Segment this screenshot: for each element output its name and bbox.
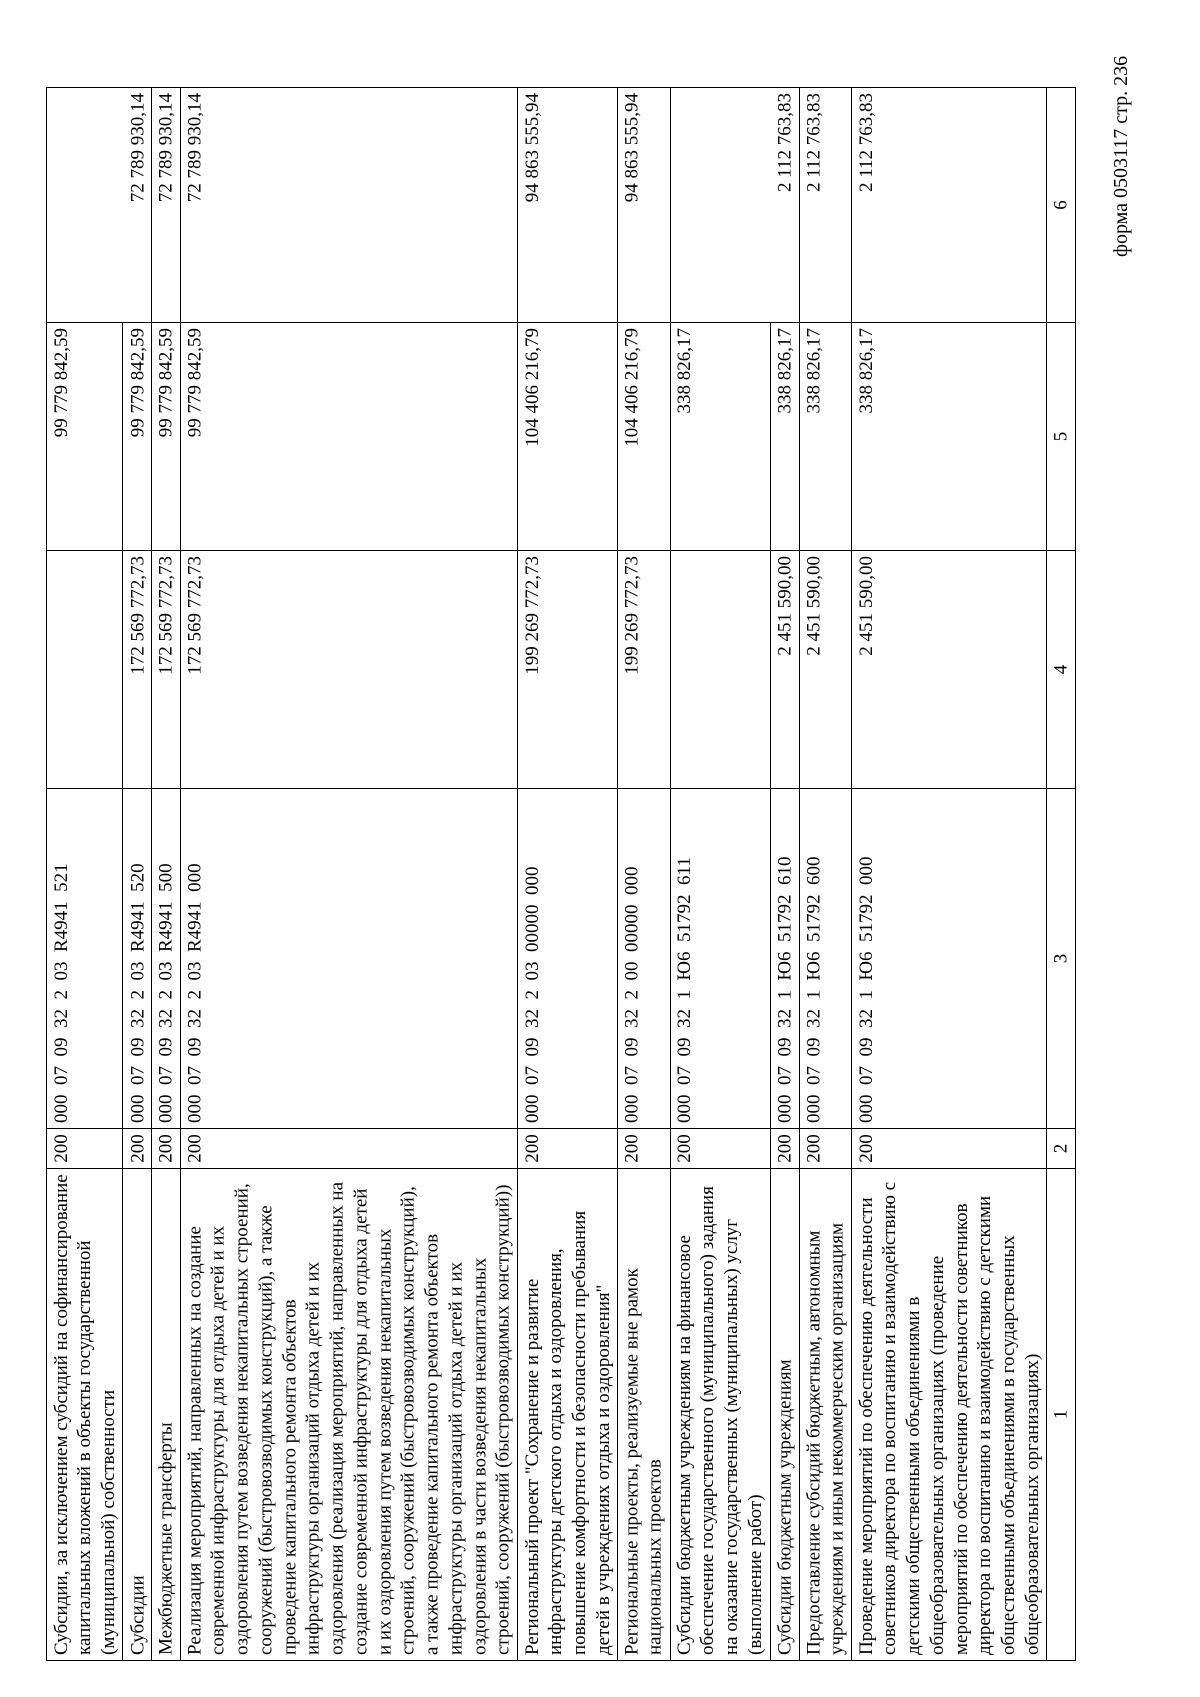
row-budget-code: 000 07 09 32 2 03 R4941 521	[47, 789, 123, 1129]
column-header: 1	[1047, 1169, 1076, 1661]
column-header: 2	[1047, 1129, 1076, 1169]
row-name: Субсидии, за исключением субсидий на софинансирование капитальных вложений в объекты государственной (муниципальной) собственности	[47, 1169, 123, 1661]
column-number-row	[1047, 88, 1076, 1661]
row-approved: 199 269 772,73	[618, 551, 671, 789]
table-row	[181, 88, 519, 1661]
budget-execution-table	[46, 87, 1076, 1661]
row-line-code: 200	[852, 1129, 1047, 1169]
row-budget-code: 000 07 09 32 1 Ю6 51792 610	[771, 789, 800, 1129]
row-approved: 2 451 590,00	[852, 551, 1047, 789]
row-budget-code: 000 07 09 32 2 03 00000 000	[518, 789, 618, 1129]
row-executed: 338 826,17	[771, 323, 800, 551]
table-row	[671, 88, 771, 1661]
row-unexecuted: 94 863 555,94	[618, 88, 671, 323]
row-line-code: 200	[771, 1129, 800, 1169]
row-name: Субсидии бюджетным учреждениям на финансовое обеспечение государственного (муниципального) задания на оказание государственных (муниципальных) услуг (выполнение работ)	[671, 1169, 771, 1661]
row-budget-code: 000 07 09 32 2 03 R4941 000	[181, 789, 519, 1129]
row-executed: 338 826,17	[671, 323, 771, 551]
row-executed: 104 406 216,79	[518, 323, 618, 551]
row-line-code: 200	[799, 1129, 852, 1169]
row-approved: 172 569 772,73	[152, 551, 181, 789]
row-budget-code: 000 07 09 32 1 Ю6 51792 600	[799, 789, 852, 1129]
row-line-code: 200	[152, 1129, 181, 1169]
row-budget-code: 000 07 09 32 2 03 R4941 520	[123, 789, 152, 1129]
row-line-code: 200	[518, 1129, 618, 1169]
row-unexecuted	[47, 88, 123, 323]
row-line-code: 200	[671, 1129, 771, 1169]
row-unexecuted: 94 863 555,94	[518, 88, 618, 323]
table-row	[771, 88, 800, 1661]
row-executed: 99 779 842,59	[123, 323, 152, 551]
table-row	[47, 88, 123, 1661]
row-unexecuted: 2 112 763,83	[799, 88, 852, 323]
form-number-label: форма 0503117 стр. 236	[1110, 55, 1132, 257]
row-approved	[47, 551, 123, 789]
column-header: 4	[1047, 551, 1076, 789]
table-row	[852, 88, 1047, 1661]
row-line-code: 200	[47, 1129, 123, 1169]
row-unexecuted	[671, 88, 771, 323]
table-row	[152, 88, 181, 1661]
row-approved: 199 269 772,73	[518, 551, 618, 789]
row-name: Субсидии	[123, 1169, 152, 1661]
table-row	[618, 88, 671, 1661]
row-executed: 104 406 216,79	[618, 323, 671, 551]
column-header: 3	[1047, 789, 1076, 1129]
row-name: Предоставление субсидий бюджетным, автономным учреждениям и иным некоммерческим организациям	[799, 1169, 852, 1661]
row-approved: 172 569 772,73	[123, 551, 152, 789]
row-budget-code: 000 07 09 32 1 Ю6 51792 000	[852, 789, 1047, 1129]
row-name: Региональные проекты, реализуемые вне рамок национальных проектов	[618, 1169, 671, 1661]
row-executed: 338 826,17	[852, 323, 1047, 551]
row-budget-code: 000 07 09 32 2 03 R4941 500	[152, 789, 181, 1129]
row-line-code: 200	[618, 1129, 671, 1169]
column-header: 6	[1047, 88, 1076, 323]
row-unexecuted: 2 112 763,83	[771, 88, 800, 323]
row-name: Субсидии бюджетным учреждениям	[771, 1169, 800, 1661]
row-executed: 99 779 842,59	[181, 323, 519, 551]
row-approved	[671, 551, 771, 789]
table-row	[518, 88, 618, 1661]
row-executed: 99 779 842,59	[47, 323, 123, 551]
row-executed: 99 779 842,59	[152, 323, 181, 551]
row-unexecuted: 72 789 930,14	[152, 88, 181, 323]
row-approved: 2 451 590,00	[771, 551, 800, 789]
row-budget-code: 000 07 09 32 1 Ю6 51792 611	[671, 789, 771, 1129]
row-unexecuted: 72 789 930,14	[123, 88, 152, 323]
row-name: Региональный проект "Сохранение и развитие инфраструктуры детского отдыха и оздоровления, повышение комфортности и безопасности пребывания детей в учреждениях отдыха и оздоровления"	[518, 1169, 618, 1661]
row-budget-code: 000 07 09 32 2 00 00000 000	[618, 789, 671, 1129]
row-name: Проведение мероприятий по обеспечению деятельности советников директора по воспитанию и взаимодействию с детскими общественными объединениями в общеобразовательных организациях (проведение мероприятий по обеспечению деятельности советников директора по воспитанию и взаимодействию с детскими общественными объединениями в государственных общеобразовательных организациях)	[852, 1169, 1047, 1661]
table-row	[799, 88, 852, 1661]
row-line-code: 200	[123, 1129, 152, 1169]
row-unexecuted: 2 112 763,83	[852, 88, 1047, 323]
row-executed: 338 826,17	[799, 323, 852, 551]
row-approved: 2 451 590,00	[799, 551, 852, 789]
row-name: Межбюджетные трансферты	[152, 1169, 181, 1661]
row-name: Реализация мероприятий, направленных на создание современной инфраструктуры для отдыха детей и их оздоровления путем возведения некапитальных строений, сооружений (быстровозводимых конструкций), а также проведение капитального ремонта объектов инфраструктуры организаций отдыха детей и их оздоровления (реализация мероприятий, направленных на создание современной инфраструктуры для отдыха детей и их оздоровления путем возведения некапитальных строений, сооружений (быстровозводимых конструкций), а также проведение капитального ремонта объектов инфраструктуры организаций отдыха детей и их оздоровления в части возведения некапитальных строений, сооружений (быстровозводимых конструкций))	[181, 1169, 519, 1661]
row-line-code: 200	[181, 1129, 519, 1169]
row-unexecuted: 72 789 930,14	[181, 88, 519, 323]
row-approved: 172 569 772,73	[181, 551, 519, 789]
column-header: 5	[1047, 323, 1076, 551]
table-row	[123, 88, 152, 1661]
